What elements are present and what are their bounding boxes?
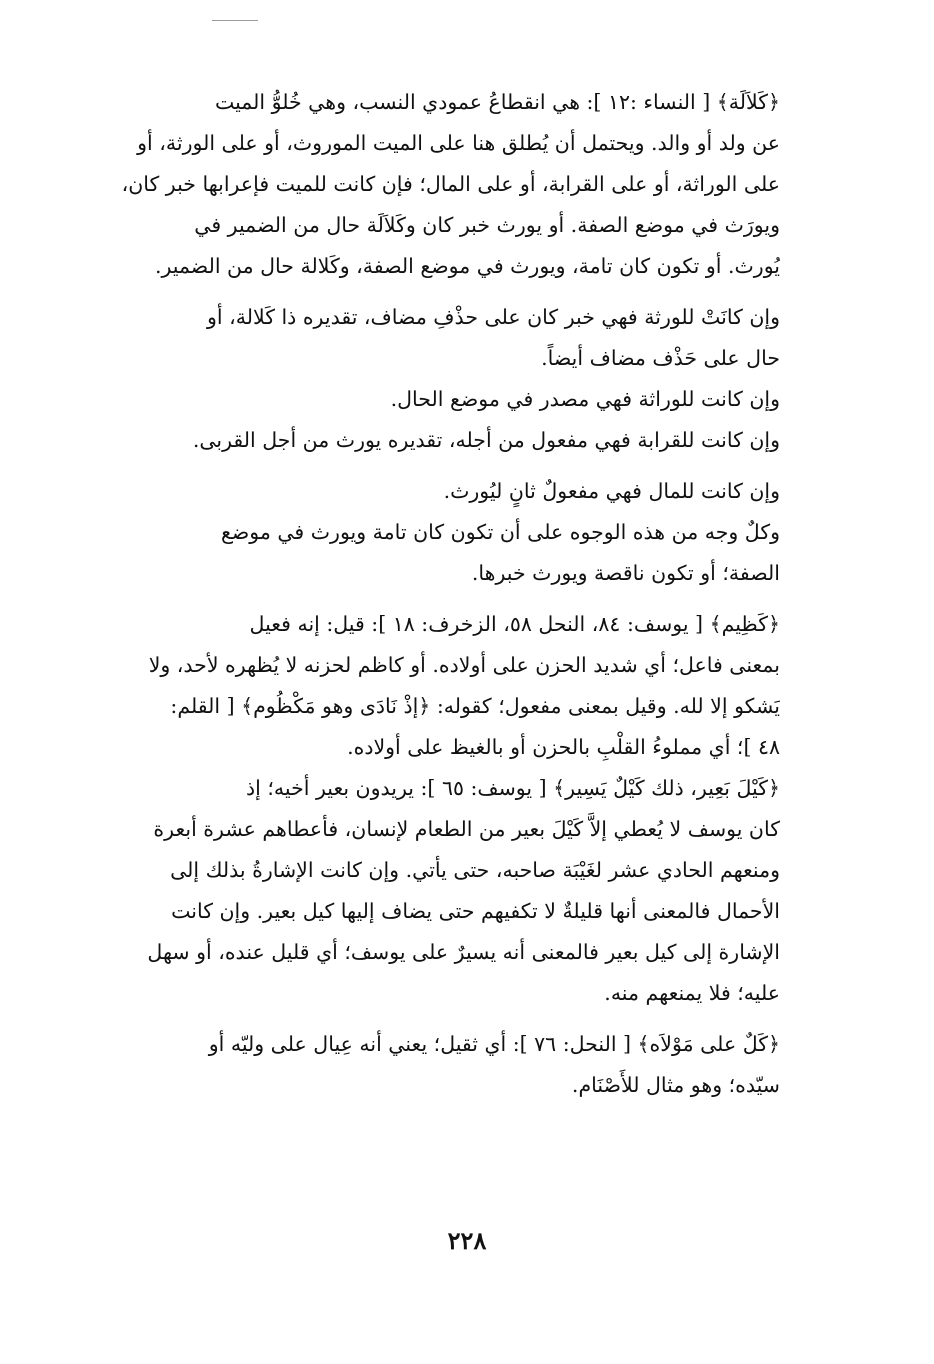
text-line: الإشارة إلى كيل بعير فالمعنى أنه يسيرٌ على يوسف؛ أي قليل عنده، أو سهل — [147, 940, 780, 964]
paragraph-kayl-baeer — [86, 768, 780, 1014]
text-line: بمعنى فاعل؛ أي شديد الحزن على أولاده. أو كاظم لحزنه لا يُظهره لأحد، ولا — [148, 653, 780, 677]
text-line: وإن كانت للمال فهي مفعولٌ ثانٍ ليُورث. — [443, 479, 780, 503]
text-line: حال على حَذْف مضاف أيضاً. — [541, 346, 780, 370]
text-line: وإن كانَتْ للورثة فهي خبر كان على حذْفِ مضاف، تقديره ذا كَلالة، أو — [207, 305, 780, 329]
paragraph-kazim — [86, 604, 780, 768]
text-line: يَشكو إلا لله. وقيل بمعنى مفعول؛ كقوله: ﴿إذْ نَادَى وهو مَكْظُوم﴾ [ القلم: — [170, 694, 780, 718]
text-line: وإن كانت للوراثة فهي مصدر في موضع الحال. — [390, 387, 780, 411]
text-line: الأحمال فالمعنى أنها قليلةٌ لا تكفيهم حتى يضاف إليها كيل بعير. وإن كانت — [171, 899, 780, 923]
paragraph-inheritance — [86, 379, 780, 420]
text-line: كان يوسف لا يُعطي إلاَّ كَيْلَ بعير من الطعام لإنسان، فأعطاهم عشرة أبعرة — [153, 817, 780, 841]
paragraph-all-aspects — [86, 512, 780, 594]
text-line: ومنعهم الحادي عشر لغَيْبَة صاحبه، حتى يأتي. وإن كانت الإشارةُ بذلك إلى — [170, 858, 780, 882]
text-line: ﴿كَلٌ على مَوْلاَه﴾ [ النحل: ٧٦ ]: أي ثقيل؛ يعني أنه عِيال على وليّه أو — [208, 1032, 780, 1056]
paragraph-kinship — [86, 420, 780, 461]
text-line: وكلٌ وجه من هذه الوجوه على أن تكون كان تامة ويورث في موضع — [220, 520, 780, 544]
text-line: ﴿كَيْلَ بَعِير، ذلك كَيْلٌ يَسِير﴾ [ يوسف: ٦٥ ]: يريدون بعير أخيه؛ إذ — [246, 776, 780, 800]
text-line: عليه؛ فلا يمنعهم منه. — [604, 981, 780, 1005]
paragraph-heirs — [86, 297, 780, 379]
page-body — [86, 82, 780, 1106]
text-line: ٤٨ ]؛ أي مملوءُ القلْبِ بالحزن أو بالغيظ على أولاده. — [347, 735, 780, 759]
paragraph-wealth — [86, 471, 780, 512]
paragraph-kall-ala-mawlah — [86, 1024, 780, 1106]
text-line: وإن كانت للقرابة فهي مفعول من أجله، تقديره يورث من أجل القربى. — [192, 428, 780, 452]
text-line: سيّده؛ وهو مثال للأَصْنَام. — [571, 1073, 780, 1097]
paragraph-kalala — [86, 82, 780, 287]
text-line: ﴿كَظِيم﴾ [ يوسف: ٨٤، النحل ٥٨، الزخرف: ١٨ ]: قيل: إنه فعيل — [249, 612, 780, 636]
text-line: على الوراثة، أو على القرابة، أو على المال؛ فإن كانت للميت فإعرابها خبر كان، — [121, 172, 780, 196]
text-line: ويورَث في موضع الصفة. أو يورث خبر كان وكَلاَلَة حال من الضمير في — [194, 213, 780, 237]
text-line: يُورث. أو تكون كان تامة، ويورث في موضع الصفة، وكَلالة حال من الضمير. — [154, 254, 780, 278]
scan-artifact-line — [212, 20, 258, 21]
text-line: ﴿كَلاَلَة﴾ [ النساء :١٢ ]: هي انقطاعُ عمودي النسب، وهي خُلوُّ الميت — [214, 90, 780, 114]
page-number: ٢٢٨ — [447, 1226, 487, 1255]
text-line: الصفة؛ أو تكون ناقصة ويورث خبرها. — [471, 561, 780, 585]
text-line: عن ولد أو والد. ويحتمل أن يُطلق هنا على الميت الموروث، أو على الورثة، أو — [137, 131, 780, 155]
